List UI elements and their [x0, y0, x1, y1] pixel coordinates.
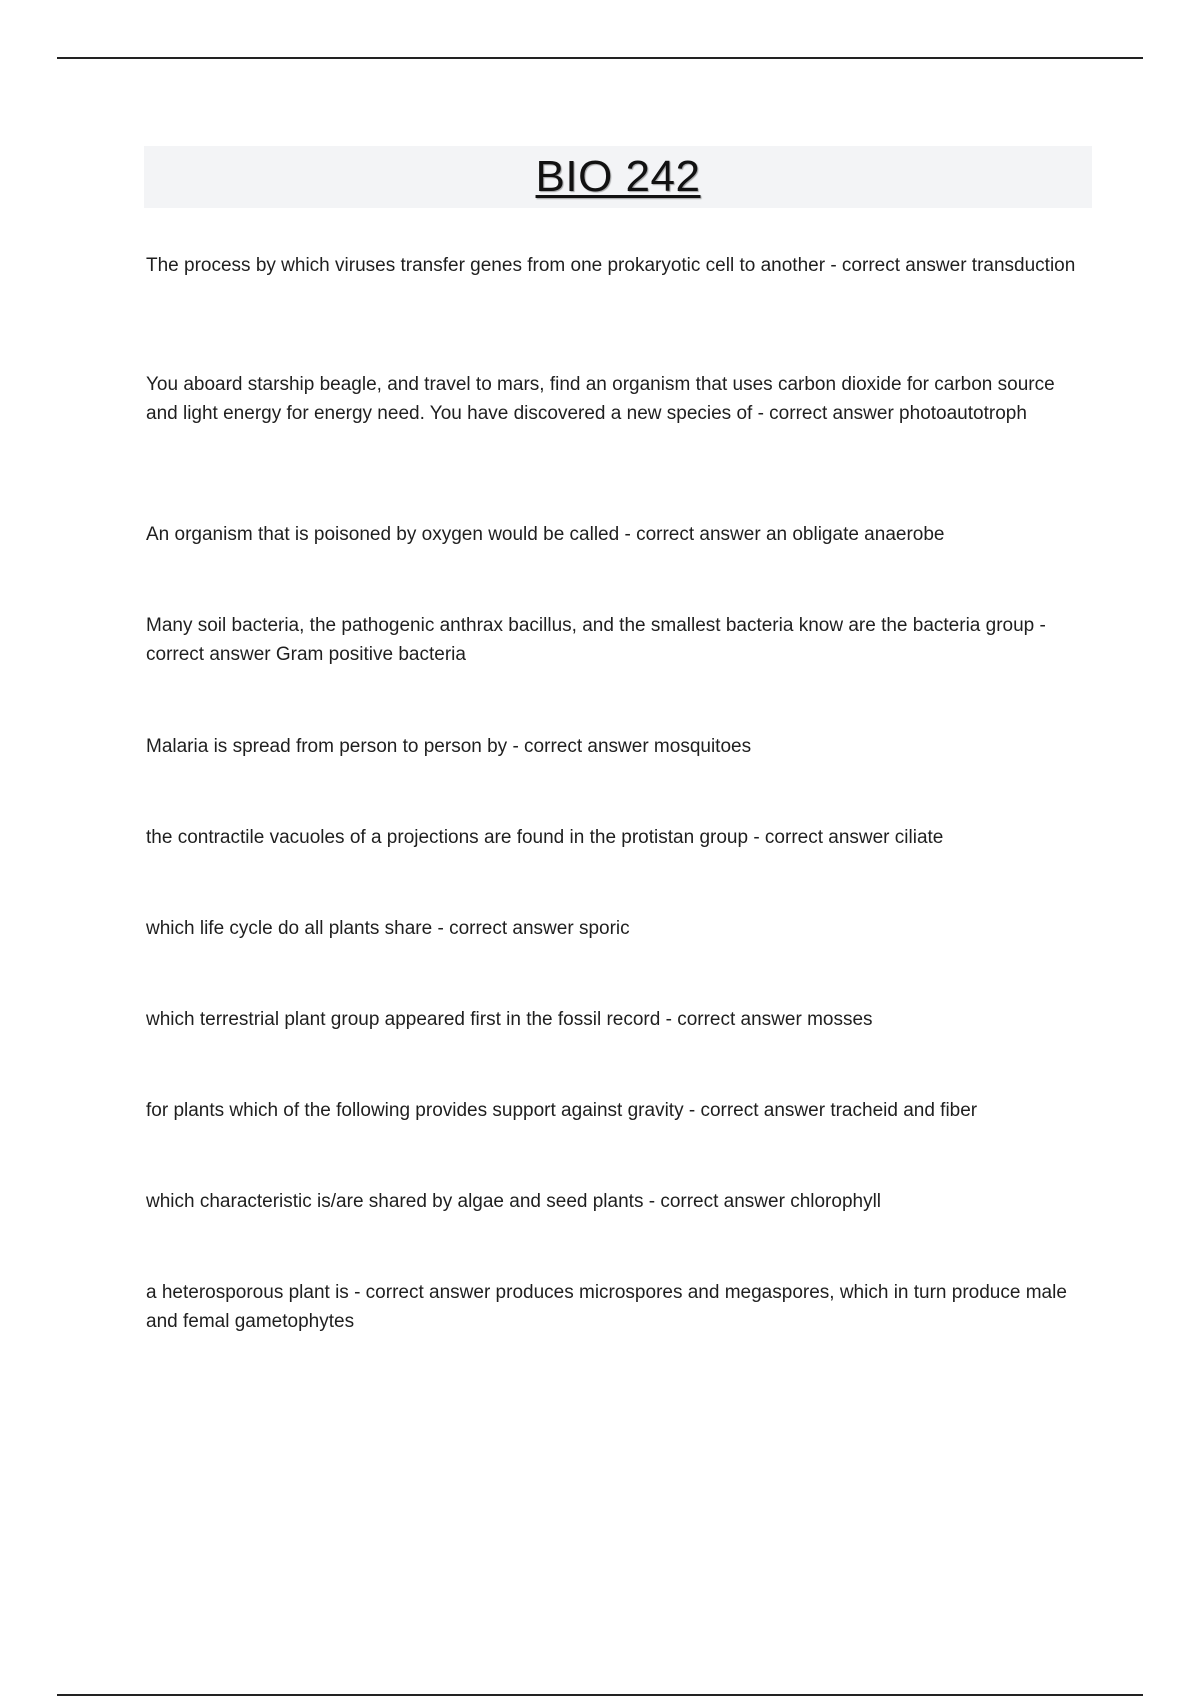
qa-item-9: for plants which of the following provides support against gravity - correct answer tracheid and fiber	[146, 1100, 978, 1121]
qa-item-8: which terrestrial plant group appeared first in the fossil record - correct answer mosses	[146, 1009, 873, 1030]
qa-item-1: The process by which viruses transfer genes from one prokaryotic cell to another - correct answer transduction	[146, 255, 1076, 276]
qa-item-11: a heterosporous plant is - correct answer produces microspores and megaspores, which in turn produce male and femal gametophytes	[146, 1282, 1067, 1332]
qa-item-6: the contractile vacuoles of a projections are found in the protistan group - correct answer ciliate	[146, 827, 944, 848]
qa-item-7: which life cycle do all plants share - correct answer sporic	[146, 918, 630, 939]
qa-item-4: Many soil bacteria, the pathogenic anthrax bacillus, and the smallest bacteria know are the bacteria group - correct answer Gram positive bacteria	[146, 615, 1046, 665]
page-title: BIO 242	[535, 152, 701, 201]
title-banner	[144, 146, 1092, 208]
bottom-divider	[57, 1694, 1143, 1696]
qa-item-2: You aboard starship beagle, and travel to mars, find an organism that uses carbon dioxide for carbon source and light energy for energy need. You have discovered a new species of - correct answer photoautotroph	[146, 374, 1055, 424]
qa-item-3: An organism that is poisoned by oxygen would be called - correct answer an obligate anaerobe	[146, 524, 945, 545]
qa-item-5: Malaria is spread from person to person by - correct answer mosquitoes	[146, 736, 752, 757]
top-divider	[57, 57, 1143, 59]
qa-item-10: which characteristic is/are shared by algae and seed plants - correct answer chlorophyll	[146, 1191, 882, 1212]
